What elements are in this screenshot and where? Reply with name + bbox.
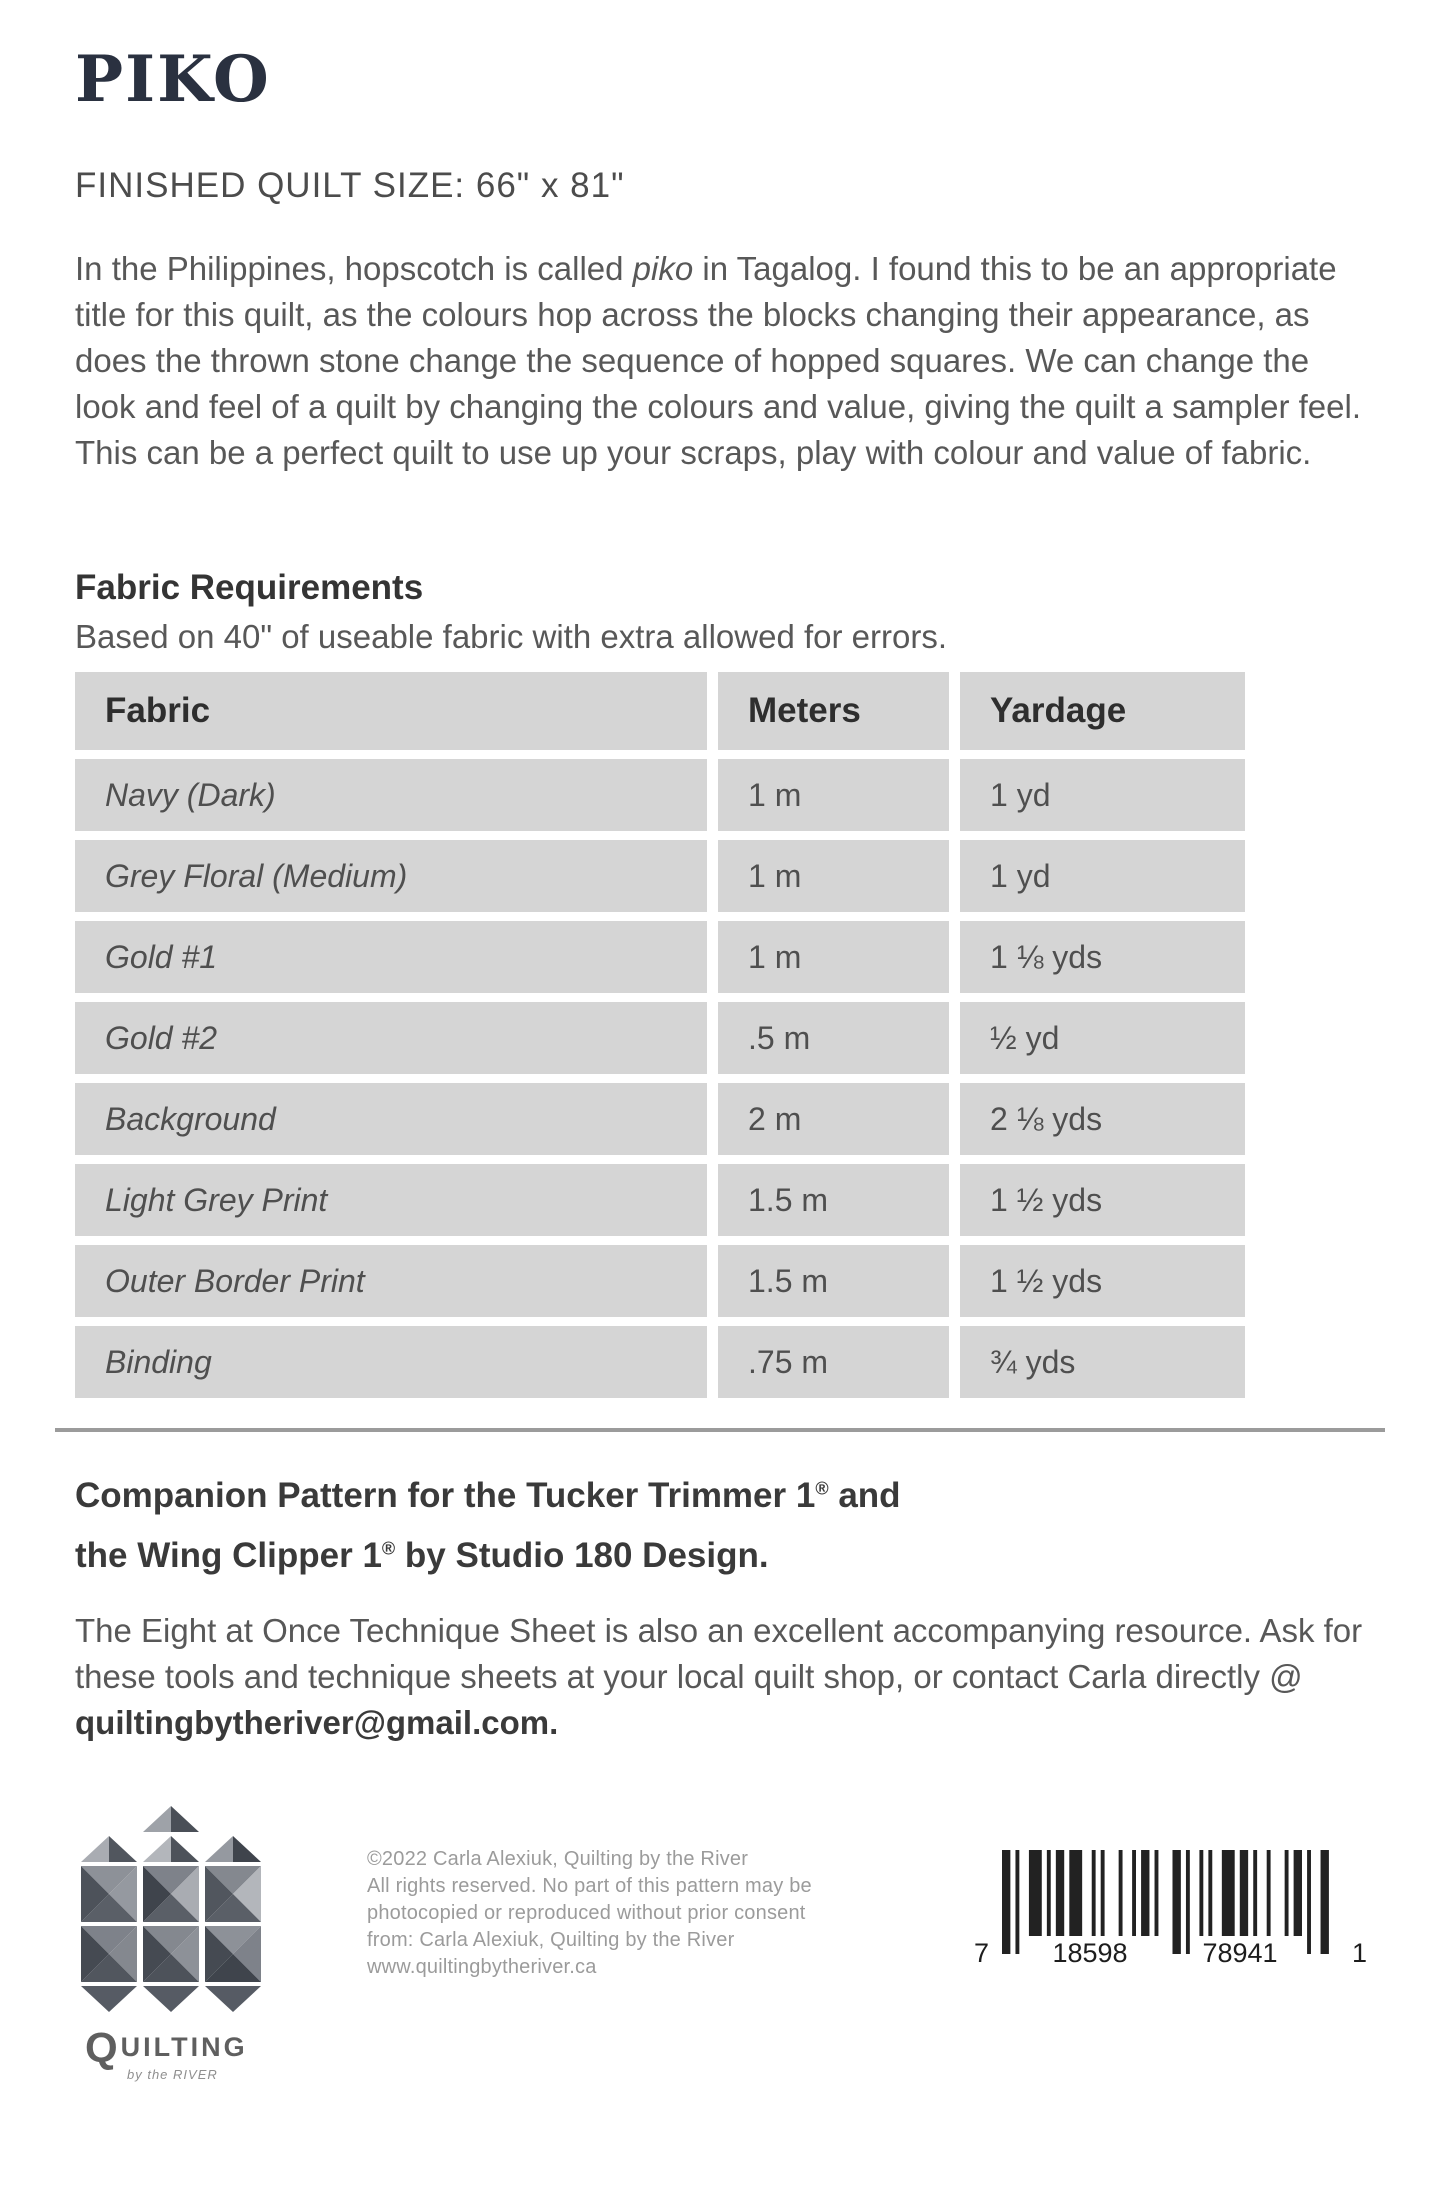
- table-cell-meters: 1.5 m: [718, 1164, 949, 1236]
- fabric-requirements-heading: Fabric Requirements: [75, 568, 424, 607]
- table-cell-yardage: 1 yd: [960, 759, 1245, 831]
- companion-pattern-heading: [75, 1466, 1370, 1586]
- barcode-digit-right: 1: [1352, 1938, 1368, 1968]
- table-cell-meters: .5 m: [718, 1002, 949, 1074]
- companion-line1: Companion Pattern for the Tucker Trimmer 1® and: [75, 1476, 901, 1515]
- table-cell-yardage: 1 ⅛ yds: [960, 921, 1245, 993]
- barcode-digits-group1: 18598: [1052, 1938, 1128, 1968]
- page-title: PIKO: [75, 42, 271, 117]
- fabric-table: [75, 672, 1247, 1398]
- page-footer: [75, 1804, 1370, 2082]
- intro-text-italic: piko: [632, 250, 694, 287]
- table-cell-fabric: Binding: [75, 1326, 707, 1398]
- intro-text-pre: In the Philippines, hopscotch is called: [75, 250, 633, 287]
- copyright-line: All rights reserved. No part of this pattern may be: [367, 1875, 812, 1897]
- intro-paragraph: [75, 246, 1375, 476]
- contact-email: quiltingbytheriver@gmail.com.: [75, 1704, 559, 1741]
- table-cell-fabric: Navy (Dark): [75, 759, 707, 831]
- technique-paragraph: [75, 1608, 1375, 1746]
- table-cell-meters: .75 m: [718, 1326, 949, 1398]
- table-cell-meters: 1.5 m: [718, 1245, 949, 1317]
- logo-wordmark: QUILTING: [85, 2024, 248, 2071]
- copyright-line: from: Carla Alexiuk, Quilting by the River: [367, 1929, 735, 1951]
- section-divider: [55, 1428, 1385, 1432]
- registered-mark: ®: [381, 1538, 396, 1559]
- table-header-fabric: Fabric: [75, 672, 707, 750]
- companion-line2: the Wing Clipper 1® by Studio 180 Design.: [75, 1536, 769, 1575]
- table-cell-fabric: Outer Border Print: [75, 1245, 707, 1317]
- table-cell-fabric: Gold #2: [75, 1002, 707, 1074]
- table-cell-yardage: 1 yd: [960, 840, 1245, 912]
- table-cell-yardage: 1 ½ yds: [960, 1164, 1245, 1236]
- quilt-triangles-icon: [75, 1804, 267, 2014]
- table-cell-fabric: Background: [75, 1083, 707, 1155]
- table-cell-yardage: 2 ⅛ yds: [960, 1083, 1245, 1155]
- finished-quilt-size: FINISHED QUILT SIZE: 66" x 81": [75, 166, 625, 205]
- table-cell-meters: 1 m: [718, 840, 949, 912]
- intro-text-post: in Tagalog. I found this to be an appropriate title for this quilt, as the colours hop across the blocks changing their appearance, as does the thrown stone change the sequence of hopped squares. We can change the look and feel of a quilt by changing the colours and value, giving the quilt a sampler feel. This can be a perfect quilt to use up your scraps, play with colour and value of fabric.: [75, 250, 1361, 471]
- copyright-line: photocopied or reproduced without prior consent: [367, 1902, 806, 1924]
- fabric-requirements-note: Based on 40" of useable fabric with extra allowed for errors.: [75, 618, 948, 655]
- copyright-line: www.quiltingbytheriver.ca: [367, 1956, 597, 1978]
- table-cell-meters: 1 m: [718, 759, 949, 831]
- table-cell-yardage: ¾ yds: [960, 1326, 1245, 1398]
- copyright-line: ©2022 Carla Alexiuk, Quilting by the River: [367, 1848, 749, 1870]
- barcode-icon: [968, 1844, 1368, 1972]
- table-header-meters: Meters: [718, 672, 949, 750]
- table-cell-meters: 2 m: [718, 1083, 949, 1155]
- table-cell-fabric: Gold #1: [75, 921, 707, 993]
- registered-mark: ®: [815, 1478, 829, 1499]
- barcode: [968, 1844, 1368, 1977]
- quilting-by-the-river-logo: [75, 1804, 295, 2082]
- table-cell-meters: 1 m: [718, 921, 949, 993]
- barcode-digit-left: 7: [974, 1938, 990, 1968]
- logo-tagline: by the RIVER: [127, 2067, 218, 2082]
- copyright-block: [367, 1846, 812, 1981]
- barcode-digits-group2: 78941: [1202, 1938, 1278, 1968]
- technique-text: The Eight at Once Technique Sheet is also an excellent accompanying resource. Ask for these tools and technique sheets at your local quilt shop, or contact Carla directly @: [75, 1612, 1363, 1695]
- table-cell-yardage: ½ yd: [960, 1002, 1245, 1074]
- table-cell-fabric: Grey Floral (Medium): [75, 840, 707, 912]
- table-header-yardage: Yardage: [960, 672, 1245, 750]
- table-cell-yardage: 1 ½ yds: [960, 1245, 1245, 1317]
- table-cell-fabric: Light Grey Print: [75, 1164, 707, 1236]
